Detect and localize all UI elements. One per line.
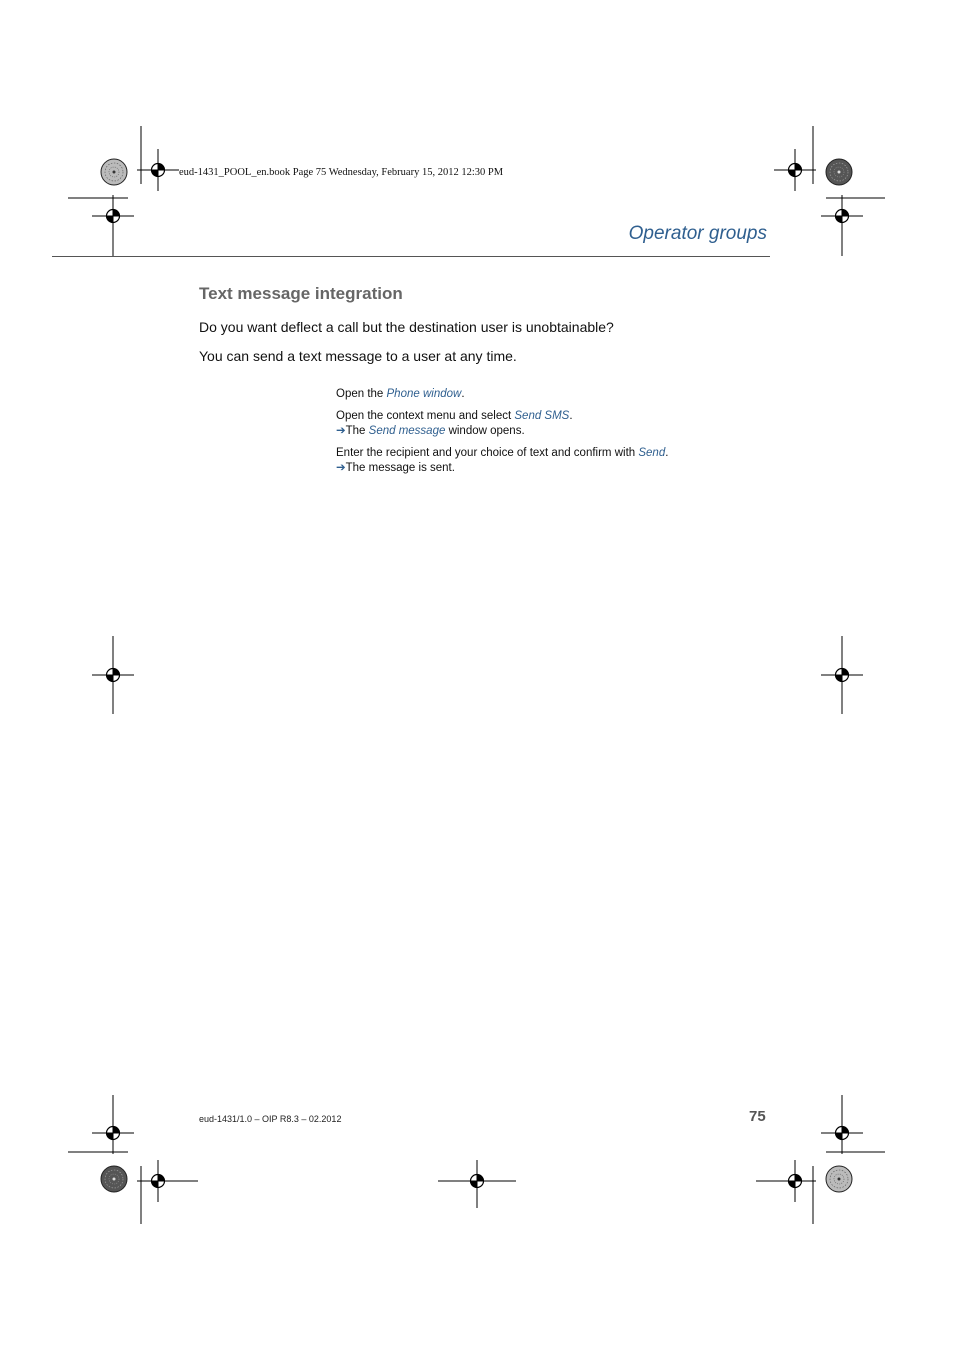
intro-line-2: You can send a text message to a user at any time. xyxy=(199,348,517,364)
step-2-text: Open the context menu and select xyxy=(336,410,515,422)
result-arrow-icon: ➔ xyxy=(336,462,346,474)
section-heading: Text message integration xyxy=(199,284,403,303)
step-3-result-text: The message is sent. xyxy=(345,462,455,474)
step-2-result-end: window opens. xyxy=(445,425,525,437)
page-number: 75 xyxy=(749,1108,766,1125)
ui-ref-phone-window: Phone window xyxy=(386,388,462,400)
step-3-text: Enter the recipient and your choice of text and confirm with xyxy=(336,447,639,459)
header-rule xyxy=(52,256,770,257)
step-1 xyxy=(336,387,668,402)
ui-ref-send-sms: Send SMS xyxy=(514,410,570,422)
intro-line-1: Do you want deflect a call but the destination user is unobtainable? xyxy=(199,319,614,335)
step-1-text: Open the xyxy=(336,388,387,400)
step-2-end: . xyxy=(569,410,573,422)
registration-mark-icon xyxy=(774,149,816,191)
print-info-slug: eud-1431_POOL_en.book Page 75 Wednesday, February 15, 2012 12:30 PM xyxy=(179,167,504,178)
ui-ref-send: Send xyxy=(638,447,666,459)
step-2 xyxy=(336,409,668,439)
footer-doc-id: eud-1431/1.0 – OIP R8.3 – 02.2012 xyxy=(199,1114,342,1124)
ui-ref-send-message: Send message xyxy=(368,425,446,437)
step-list xyxy=(336,387,668,483)
color-bar-disc-icon xyxy=(826,159,852,185)
step-3-end: . xyxy=(665,447,669,459)
step-2-result xyxy=(336,424,668,439)
color-bar-disc-icon xyxy=(101,1166,127,1192)
step-3-result xyxy=(336,461,668,476)
step-1-end: . xyxy=(461,388,465,400)
step-3 xyxy=(336,446,668,476)
running-header: Operator groups xyxy=(628,223,767,244)
color-bar-disc-icon xyxy=(101,159,127,185)
color-bar-disc-icon xyxy=(826,1166,852,1192)
registration-mark-icon xyxy=(137,149,179,191)
result-arrow-icon: ➔ xyxy=(336,425,346,437)
step-2-result-text: The xyxy=(345,425,369,437)
